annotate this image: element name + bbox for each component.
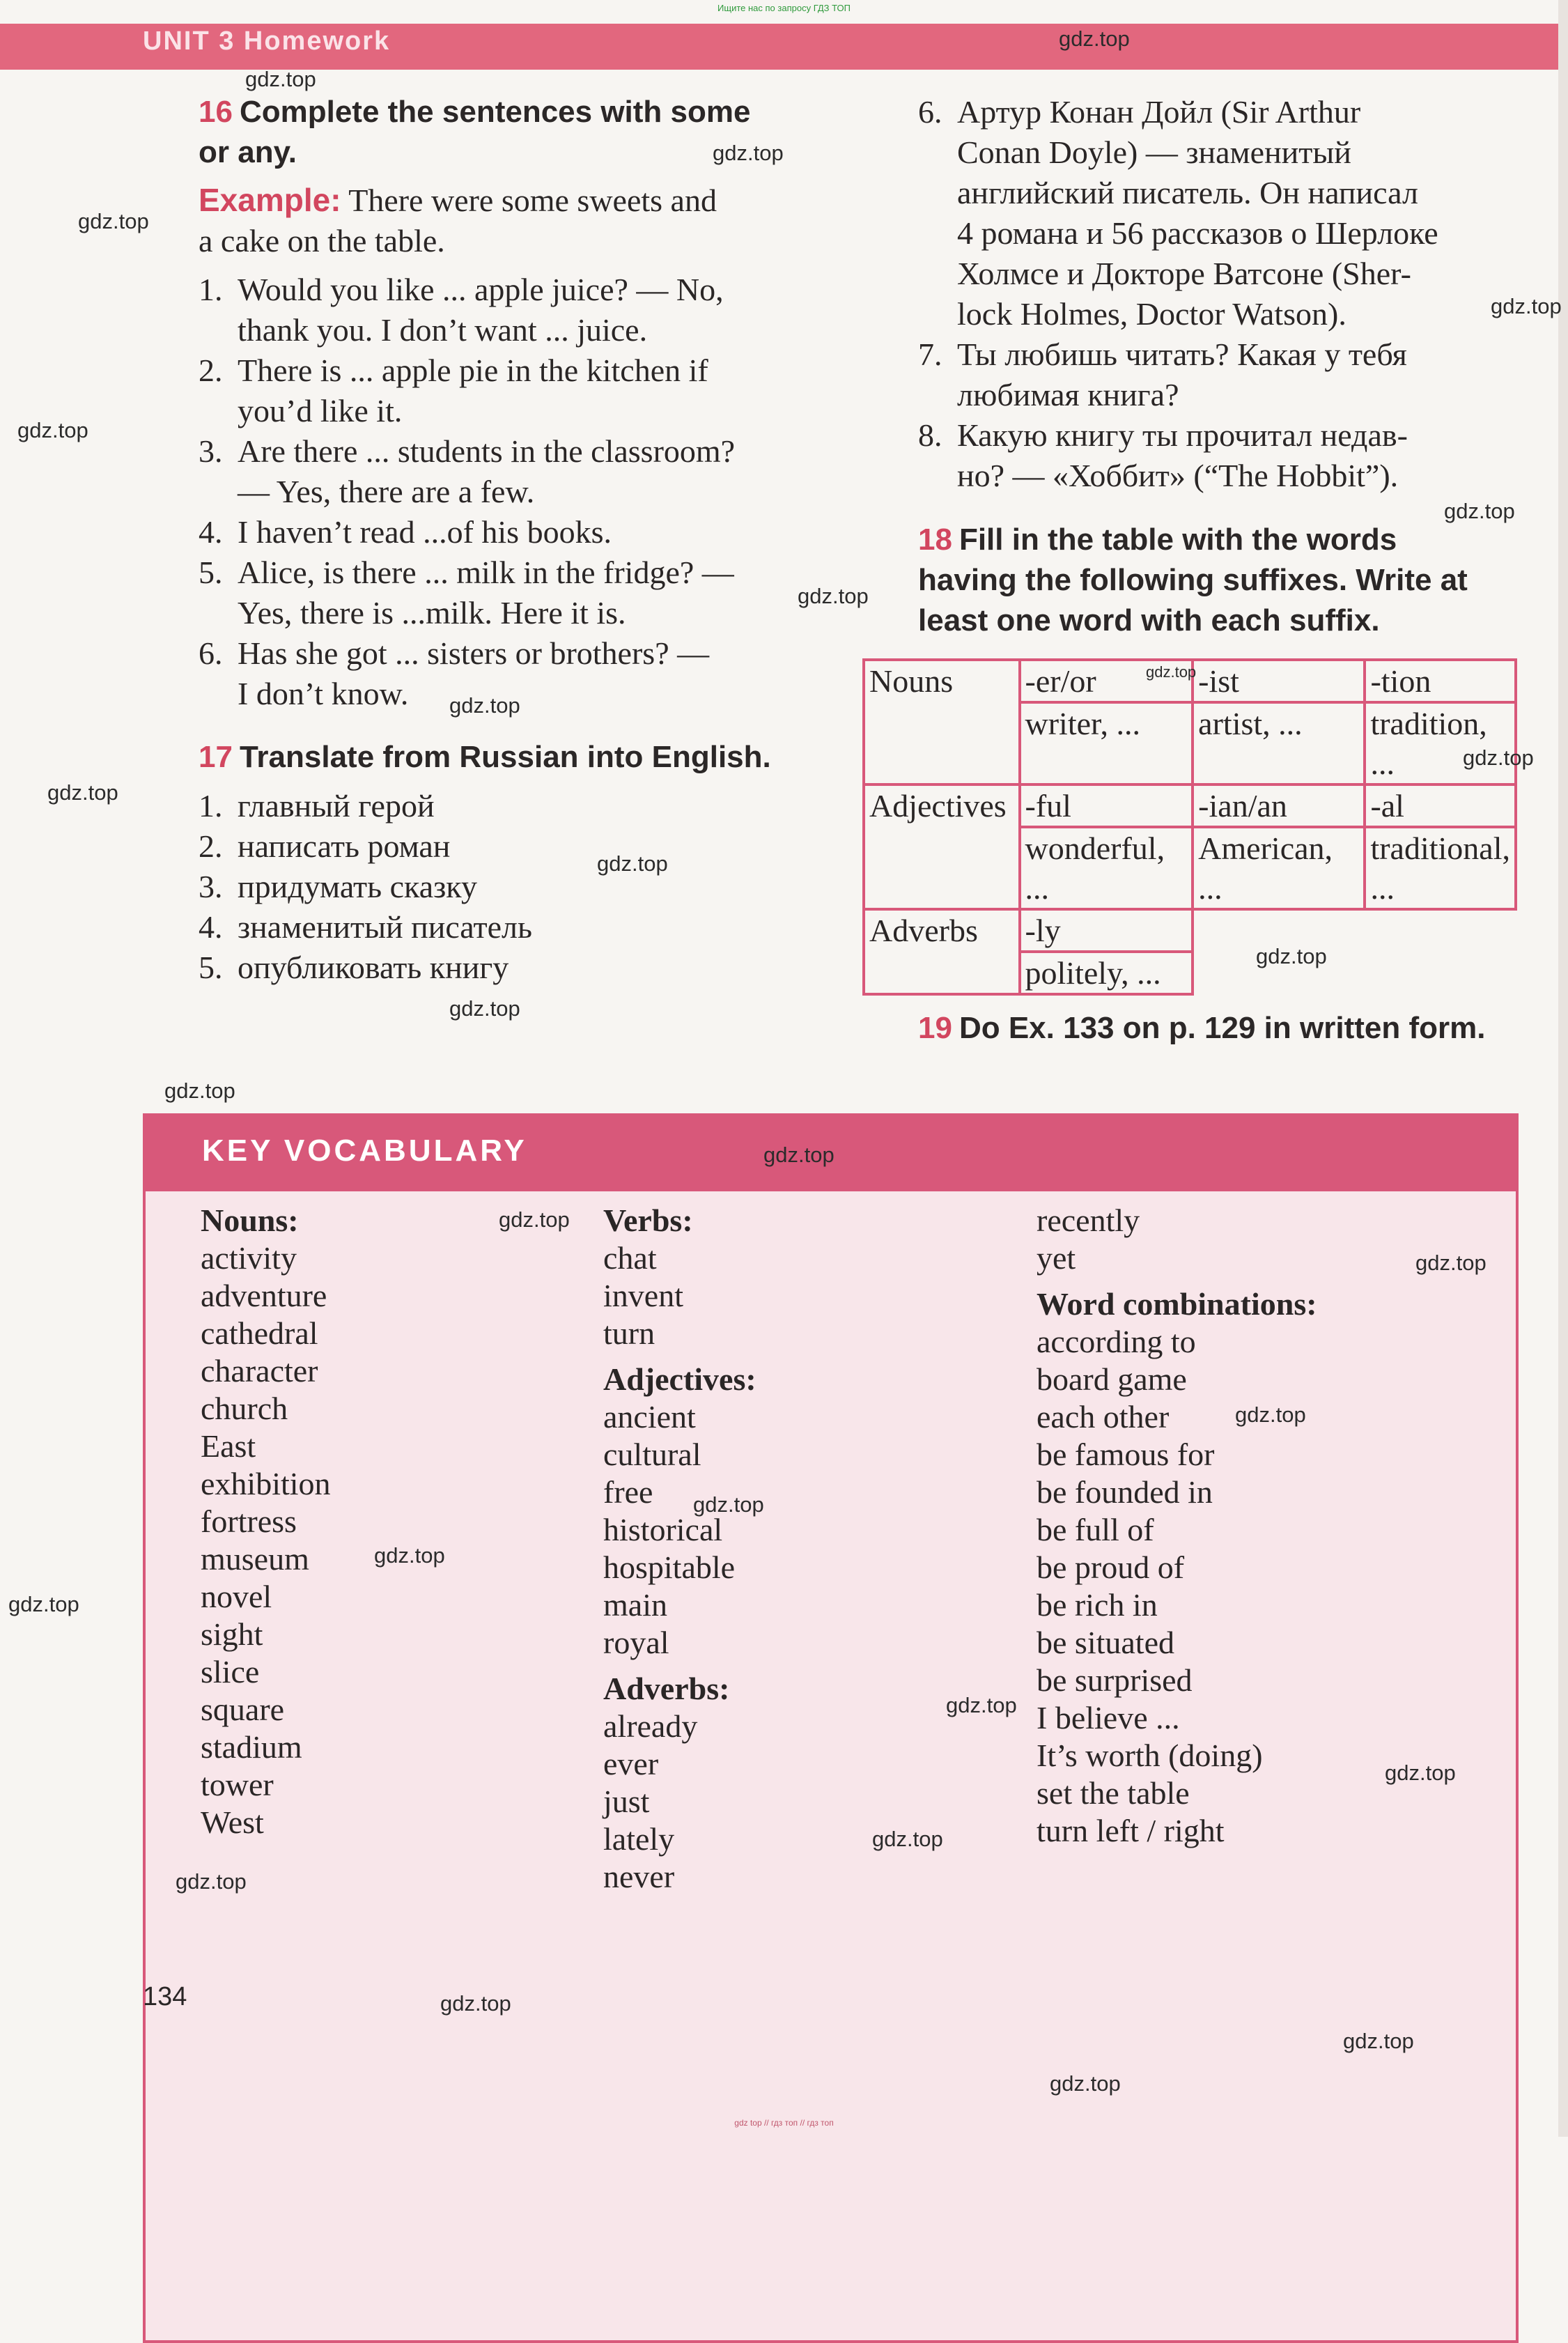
- vocab-adverb: ever: [603, 1746, 659, 1781]
- watermark: gdz.top: [164, 1078, 235, 1103]
- watermark: gdz.top: [176, 1869, 247, 1894]
- item-text: — Yes, there are a few.: [238, 474, 535, 509]
- exercise-16-title-line-1: Complete the sentences with some: [239, 95, 751, 129]
- table-cell: [1193, 660, 1365, 702]
- adverbs-list: [603, 1708, 756, 1896]
- vocab-noun: novel: [201, 1579, 272, 1614]
- item-number: 4.: [199, 514, 223, 550]
- vocab-verb: turn: [603, 1315, 655, 1351]
- exercise-16-number: 16: [199, 95, 233, 129]
- vocab-word-combination: I believe ...: [1037, 1700, 1180, 1735]
- nouns-heading: Nouns:: [201, 1203, 299, 1238]
- exercise-16-example: [199, 180, 902, 261]
- watermark: gdz.top: [374, 1543, 445, 1568]
- item-number: 2.: [199, 828, 223, 864]
- vocab-noun: slice: [201, 1654, 260, 1689]
- list-item: [918, 415, 1517, 496]
- exercise-17-title-text: Translate from Russian into English.: [239, 740, 771, 774]
- suffix-ly: -ly: [1025, 913, 1061, 948]
- table-cell: [1193, 784, 1365, 827]
- vocab-noun: exhibition: [201, 1466, 331, 1501]
- vocab-noun: activity: [201, 1240, 297, 1276]
- watermark: gdz.top: [245, 67, 316, 91]
- watermark: gdz.top: [449, 996, 520, 1021]
- vocab-noun: tower: [201, 1767, 274, 1802]
- word-combinations-heading: Word combinations:: [1037, 1286, 1317, 1322]
- exercise-17-list-right: [918, 92, 1517, 496]
- vocab-word-combination: It’s worth (doing): [1037, 1738, 1263, 1773]
- table-cell: [1365, 784, 1516, 827]
- item-text: Has she got ... sisters or brothers? —: [238, 635, 710, 671]
- vocab-noun: character: [201, 1353, 318, 1389]
- table-cell: [864, 909, 1020, 994]
- exercise-17-title: [199, 737, 902, 778]
- item-text: lock Holmes, Doctor Watson).: [957, 296, 1346, 332]
- item-number: 6.: [199, 635, 223, 671]
- item-number: 3.: [199, 433, 223, 469]
- suffix-al: -al: [1370, 788, 1404, 823]
- exercise-18-title-line-3: least one word with each suffix.: [918, 603, 1380, 637]
- list-item: [199, 512, 902, 552]
- watermark: gdz.top: [449, 693, 520, 718]
- exercise-17: [199, 737, 902, 988]
- vocab-adjective: historical: [603, 1512, 723, 1547]
- watermark: gdz.top: [78, 209, 149, 233]
- exercise-18-number: 18: [918, 523, 952, 557]
- watermark: gdz.top: [1415, 1251, 1487, 1275]
- list-item: [199, 552, 902, 633]
- item-text: Alice, is there ... milk in the fridge? —: [238, 555, 734, 590]
- item-number: 1.: [199, 272, 223, 307]
- adverbs-heading: Adverbs:: [603, 1671, 730, 1706]
- item-text: thank you. I don’t want ... juice.: [238, 312, 648, 348]
- key-vocabulary-title: KEY VOCABULARY: [202, 1134, 527, 1168]
- watermark: gdz.top: [1463, 745, 1534, 770]
- list-item: [918, 334, 1517, 415]
- example-wonderful: wonderful,: [1025, 830, 1165, 866]
- item-text: главный герой: [238, 788, 435, 823]
- watermark: gdz.top: [47, 780, 118, 805]
- table-cell: [1193, 827, 1365, 909]
- vocab-noun: stadium: [201, 1729, 302, 1765]
- adverbs-label: Adverbs: [869, 913, 978, 948]
- item-text: любимая книга?: [957, 377, 1179, 412]
- exercise-16-title: [199, 92, 902, 173]
- item-number: 7.: [918, 337, 942, 372]
- item-text: I don’t know.: [238, 676, 409, 711]
- watermark: gdz.top: [763, 1143, 835, 1167]
- example-extra: ...: [1370, 870, 1395, 906]
- watermark: gdz.top: [798, 584, 869, 608]
- verbs-list: [603, 1239, 756, 1352]
- vocab-noun: square: [201, 1692, 285, 1727]
- vocab-noun: cathedral: [201, 1315, 318, 1351]
- item-text: Холмсе и Докторе Ватсоне (Sher-: [957, 256, 1411, 291]
- suffix-ist: -ist: [1198, 663, 1239, 699]
- item-text: опубликовать книгу: [238, 950, 509, 985]
- item-text: Are there ... students in the classroom?: [238, 433, 736, 469]
- vocab-adverb: yet: [1037, 1240, 1076, 1276]
- exercise-17-number: 17: [199, 740, 233, 774]
- watermark: gdz.top: [1491, 294, 1562, 318]
- exercise-16: [199, 92, 902, 714]
- table-cell: [1020, 784, 1193, 827]
- item-number: 8.: [918, 417, 942, 453]
- vocab-noun: church: [201, 1391, 288, 1426]
- exercise-18-title-line-1: Fill in the table with the words: [958, 523, 1397, 557]
- example-politely: politely, ...: [1025, 955, 1161, 991]
- vocab-word-combination: turn left / right: [1037, 1813, 1225, 1848]
- suffix-tion: -tion: [1370, 663, 1431, 699]
- vocab-word-combination: board game: [1037, 1361, 1187, 1397]
- item-text: придумать сказку: [238, 869, 477, 904]
- vocab-word-combination: be situated: [1037, 1625, 1174, 1660]
- vocab-word-combination: be proud of: [1037, 1549, 1185, 1585]
- suffix-table: [862, 658, 1517, 996]
- table-cell: [1365, 660, 1516, 702]
- list-item: [918, 92, 1517, 334]
- watermark: gdz.top: [1256, 944, 1327, 968]
- watermark: gdz.top: [1385, 1761, 1456, 1785]
- exercise-17-continued: [918, 92, 1517, 496]
- item-text: Conan Doyle) — знаменитый: [957, 134, 1351, 170]
- list-item: [199, 826, 902, 867]
- watermark: gdz.top: [946, 1693, 1017, 1717]
- list-item: [199, 270, 902, 350]
- adjectives-heading: Adjectives:: [603, 1361, 756, 1397]
- watermark: gdz.top: [1343, 2029, 1414, 2053]
- table-empty-cell: [1193, 909, 1516, 994]
- item-text: you’d like it.: [238, 393, 403, 428]
- watermark: gdz.top: [17, 418, 88, 442]
- exercise-16-title-line-2: or any.: [199, 135, 297, 169]
- example-american: American,: [1198, 830, 1333, 866]
- exercise-19-number: 19: [918, 1011, 952, 1045]
- suffix-ian-an: -ian/an: [1198, 788, 1287, 823]
- list-item: [199, 867, 902, 907]
- item-number: 6.: [918, 94, 942, 130]
- vocab-verb: chat: [603, 1240, 657, 1276]
- exercise-18-title: [918, 520, 1524, 641]
- nouns-label: Nouns: [869, 663, 954, 699]
- watermark: gdz.top: [1146, 663, 1197, 681]
- exercise-16-list: [199, 270, 902, 714]
- item-number: 3.: [199, 869, 223, 904]
- vocab-verb: invent: [603, 1278, 683, 1313]
- vocab-word-combination: be full of: [1037, 1512, 1154, 1547]
- vocab-noun: West: [201, 1804, 264, 1840]
- page-number: 134: [143, 1982, 187, 2011]
- item-text: но? — «Хоббит» (“The Hobbit”).: [957, 458, 1399, 493]
- adjectives-list: [603, 1398, 756, 1662]
- example-tradition: tradition,: [1370, 706, 1487, 741]
- page-edge-shade: [1558, 0, 1568, 2137]
- item-number: 5.: [199, 555, 223, 590]
- table-row: [864, 784, 1516, 827]
- example-extra: ...: [1025, 870, 1050, 906]
- watermark: gdz.top: [597, 851, 668, 876]
- vocab-adverb: recently: [1037, 1203, 1140, 1238]
- watermark: gdz.top: [713, 141, 784, 165]
- table-cell: [864, 784, 1020, 909]
- verbs-heading: Verbs:: [603, 1203, 693, 1238]
- vocab-word-combination: be famous for: [1037, 1437, 1215, 1472]
- item-number: 1.: [199, 788, 223, 823]
- example-line-1: There were some sweets and: [348, 183, 717, 218]
- vocab-adjective: main: [603, 1587, 667, 1623]
- exercise-19-title: Do Ex. 133 on p. 129 in written form.: [958, 1011, 1486, 1045]
- vocab-word-combination: according to: [1037, 1324, 1196, 1359]
- table-cell: [1020, 952, 1193, 994]
- vocab-word-combination: be rich in: [1037, 1587, 1158, 1623]
- suffix-ful: -ful: [1025, 788, 1071, 823]
- exercise-17-list-left: [199, 786, 902, 988]
- table-cell: [1193, 702, 1365, 784]
- vocab-adverb: lately: [603, 1821, 675, 1857]
- table-cell: [1365, 702, 1516, 784]
- vocab-noun: museum: [201, 1541, 309, 1577]
- table-cell: [1020, 827, 1193, 909]
- example-writer: writer, ...: [1025, 706, 1141, 741]
- watermark: gdz.top: [1235, 1402, 1306, 1427]
- exercise-18-title-line-2: having the following suffixes. Write at: [918, 563, 1468, 597]
- table-cell: [1365, 827, 1516, 909]
- top-note: Ищите нас по запросу ГДЗ ТОП: [717, 3, 851, 13]
- example-artist: artist, ...: [1198, 706, 1303, 741]
- watermark: gdz.top: [440, 1991, 511, 2016]
- vocab-nouns-column: [201, 1202, 331, 1841]
- watermark: gdz.top: [872, 1827, 943, 1851]
- item-text: Yes, there is ...milk. Here it is.: [238, 595, 626, 631]
- example-traditional: traditional,: [1370, 830, 1510, 866]
- unit-title: UNIT 3 Homework: [143, 26, 391, 56]
- vocab-right-column: [1037, 1202, 1317, 1850]
- watermark: gdz.top: [499, 1207, 570, 1232]
- adjectives-label: Adjectives: [869, 788, 1007, 823]
- example-line-2: a cake on the table.: [199, 223, 445, 258]
- vocab-adverb: already: [603, 1708, 698, 1744]
- vocab-noun: sight: [201, 1616, 263, 1652]
- list-item: [199, 948, 902, 988]
- item-text: Ты любишь читать? Какая у тебя: [957, 337, 1407, 372]
- vocab-noun: East: [201, 1428, 256, 1464]
- item-text: знаменитый писатель: [238, 909, 532, 945]
- watermark: gdz.top: [8, 1592, 79, 1616]
- exercise-18: [918, 520, 1524, 641]
- vocab-word-combination: be founded in: [1037, 1474, 1213, 1510]
- vocab-word-combination: be surprised: [1037, 1662, 1193, 1698]
- vocab-adjective: hospitable: [603, 1549, 736, 1585]
- vocab-adjective: ancient: [603, 1399, 696, 1435]
- vocab-adjective: cultural: [603, 1437, 701, 1472]
- example-extra: ...: [1198, 870, 1222, 906]
- item-text: There is ... apple pie in the kitchen if: [238, 353, 708, 388]
- item-text: написать роман: [238, 828, 451, 864]
- table-cell: [1020, 909, 1193, 952]
- suffix-er-or: -er/or: [1025, 663, 1096, 699]
- item-text: 4 романа и 56 рассказов о Шерлоке: [957, 215, 1438, 251]
- vocab-noun: fortress: [201, 1503, 297, 1539]
- vocab-adverb: just: [603, 1784, 650, 1819]
- item-number: 4.: [199, 909, 223, 945]
- example-label: Example:: [199, 182, 341, 218]
- vocab-adjective: royal: [603, 1625, 669, 1660]
- vocab-word-combination: set the table: [1037, 1775, 1190, 1811]
- watermark: gdz.top: [1059, 26, 1130, 51]
- watermark: gdz.top: [1444, 499, 1515, 523]
- list-item: [199, 350, 902, 431]
- exercise-19: [918, 1008, 1485, 1049]
- list-item: [199, 431, 902, 512]
- item-text: Would you like ... apple juice? — No,: [238, 272, 724, 307]
- bottom-note: gdz top // гдз топ // гдз топ: [734, 2118, 834, 2128]
- watermark: gdz.top: [693, 1492, 764, 1517]
- example-extra: ...: [1370, 745, 1395, 781]
- watermark: gdz.top: [1050, 2071, 1121, 2096]
- table-row: [864, 909, 1516, 952]
- item-text: английский писатель. Он написал: [957, 175, 1418, 210]
- vocab-noun: adventure: [201, 1278, 327, 1313]
- item-number: 2.: [199, 353, 223, 388]
- adverbs-list-continued: [1037, 1202, 1317, 1277]
- list-item: [199, 633, 902, 714]
- item-number: 5.: [199, 950, 223, 985]
- vocab-adverb: never: [603, 1859, 675, 1894]
- vocab-middle-column: [603, 1202, 756, 1896]
- vocab-word-combination: each other: [1037, 1399, 1170, 1435]
- vocab-adjective: free: [603, 1474, 653, 1510]
- item-text: Какую книгу ты прочитал недав-: [957, 417, 1408, 453]
- item-text: Артур Конан Дойл (Sir Arthur: [957, 94, 1361, 130]
- list-item: [199, 786, 902, 826]
- table-cell: [1020, 702, 1193, 784]
- list-item: [199, 907, 902, 948]
- item-text: I haven’t read ...of his books.: [238, 514, 612, 550]
- nouns-list: [201, 1239, 331, 1841]
- table-cell: [864, 660, 1020, 784]
